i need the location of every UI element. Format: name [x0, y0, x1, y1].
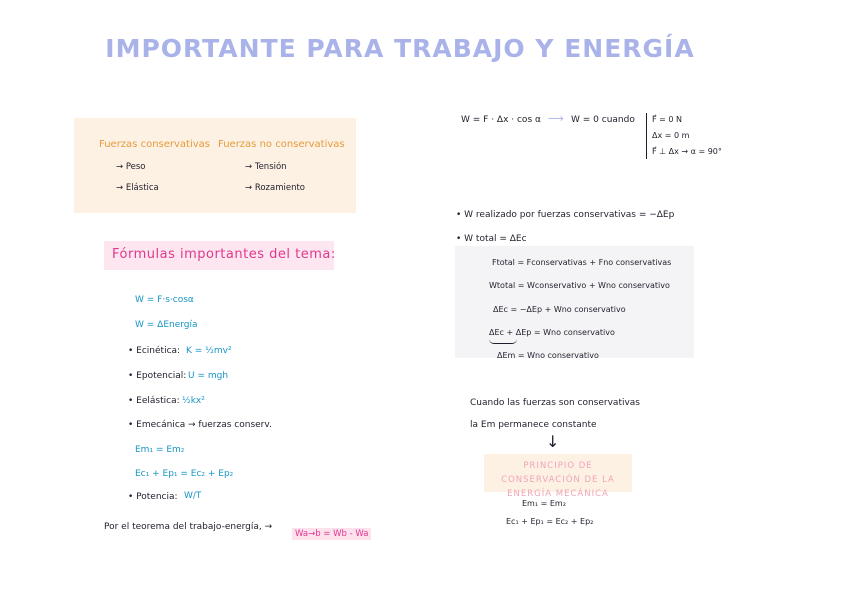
final-ec-ep-eq: Ec₁ + Ep₁ = Ec₂ + Ep₂ — [506, 517, 594, 526]
eelastica-value: ½kx² — [182, 396, 205, 406]
teorema-value — [292, 521, 371, 540]
final-em-eq: Em₁ = Em₂ — [522, 499, 566, 508]
formula-trabajo-energia: W = ΔEnergía — [135, 320, 198, 330]
potencia-label: • Potencia: — [128, 492, 178, 502]
formula-trabajo: W = F·s·cosα — [135, 295, 194, 305]
cuando-line-1: Cuando las fuerzas son conservativas — [470, 398, 640, 408]
brace-underline — [489, 339, 517, 344]
w-formula: W = F · Δx · cos α — [461, 115, 541, 125]
condition-force-zero: F⃗ = 0 N — [652, 115, 683, 124]
ecinetica-value: K = ½mv² — [186, 346, 232, 356]
eq-wtotal: Wtotal = Wconservativo + Wno conservativo — [489, 281, 670, 290]
principio-text: PRINCIPIO DE CONSERVACIÓN DE LA ENERGÍA MECÁNICA — [501, 461, 615, 499]
condition-perpendicular: F⃗ ⊥ Δx → α = 90° — [652, 147, 722, 156]
epotencial-label: • Epotencial: — [128, 371, 187, 381]
ecinetica-label: • Ecinética: — [128, 346, 181, 356]
fuerza-tension: → Tensión — [245, 162, 287, 172]
eq-delta-ec-ep: ΔEc + ΔEp = Wno conservativo — [489, 328, 615, 337]
arrow-right-icon: ⟶ — [548, 112, 564, 125]
emecanica-value: → fuerzas conserv. — [188, 420, 272, 430]
fuerza-peso: → Peso — [116, 162, 146, 172]
no-conservativas-heading: Fuerzas no conservativas — [218, 139, 345, 150]
bullet-w-conservativas: • W realizado por fuerzas conservativas = −ΔEp — [456, 210, 675, 220]
conservativas-heading: Fuerzas conservativas — [99, 139, 211, 150]
eq-delta-em: ΔEm = Wno conservativo — [497, 351, 599, 360]
epotencial-value: U = mgh — [188, 371, 229, 381]
condition-displacement-zero: Δx = 0 m — [652, 131, 690, 140]
page-title: IMPORTANTE PARA TRABAJO Y ENERGÍA — [105, 34, 695, 63]
bullet-w-total: • W total = ΔEc — [456, 234, 527, 244]
teorema-value-text: Wa→b = Wb - Wa — [292, 528, 371, 540]
teorema-text: Por el teorema del trabajo-energía, → — [104, 522, 273, 532]
em-equation: Em₁ = Em₂ — [135, 445, 185, 455]
formulas-heading: Fórmulas importantes del tema: — [112, 247, 336, 262]
eq-delta-ec: ΔEc = −ΔEp + Wno conservativo — [493, 305, 626, 314]
ec-ep-equation: Ec₁ + Ep₁ = Ec₂ + Ep₂ — [135, 469, 234, 479]
fuerza-rozamiento: → Rozamiento — [245, 183, 306, 193]
cuando-line-2: la Em permanece constante — [470, 420, 597, 430]
eelastica-label: • Eelástica: — [128, 396, 180, 406]
fuerza-elastica: → Elástica — [116, 183, 159, 193]
condition-bracket — [646, 113, 647, 159]
arrow-down-icon: ↓ — [546, 432, 560, 451]
emecanica-label: • Emecánica — [128, 420, 186, 430]
eq-ftotal: Ftotal = Fconservativas + Fno conservativas — [492, 258, 672, 267]
w-zero-text: W = 0 cuando — [571, 115, 635, 125]
potencia-value: W/T — [184, 491, 202, 501]
